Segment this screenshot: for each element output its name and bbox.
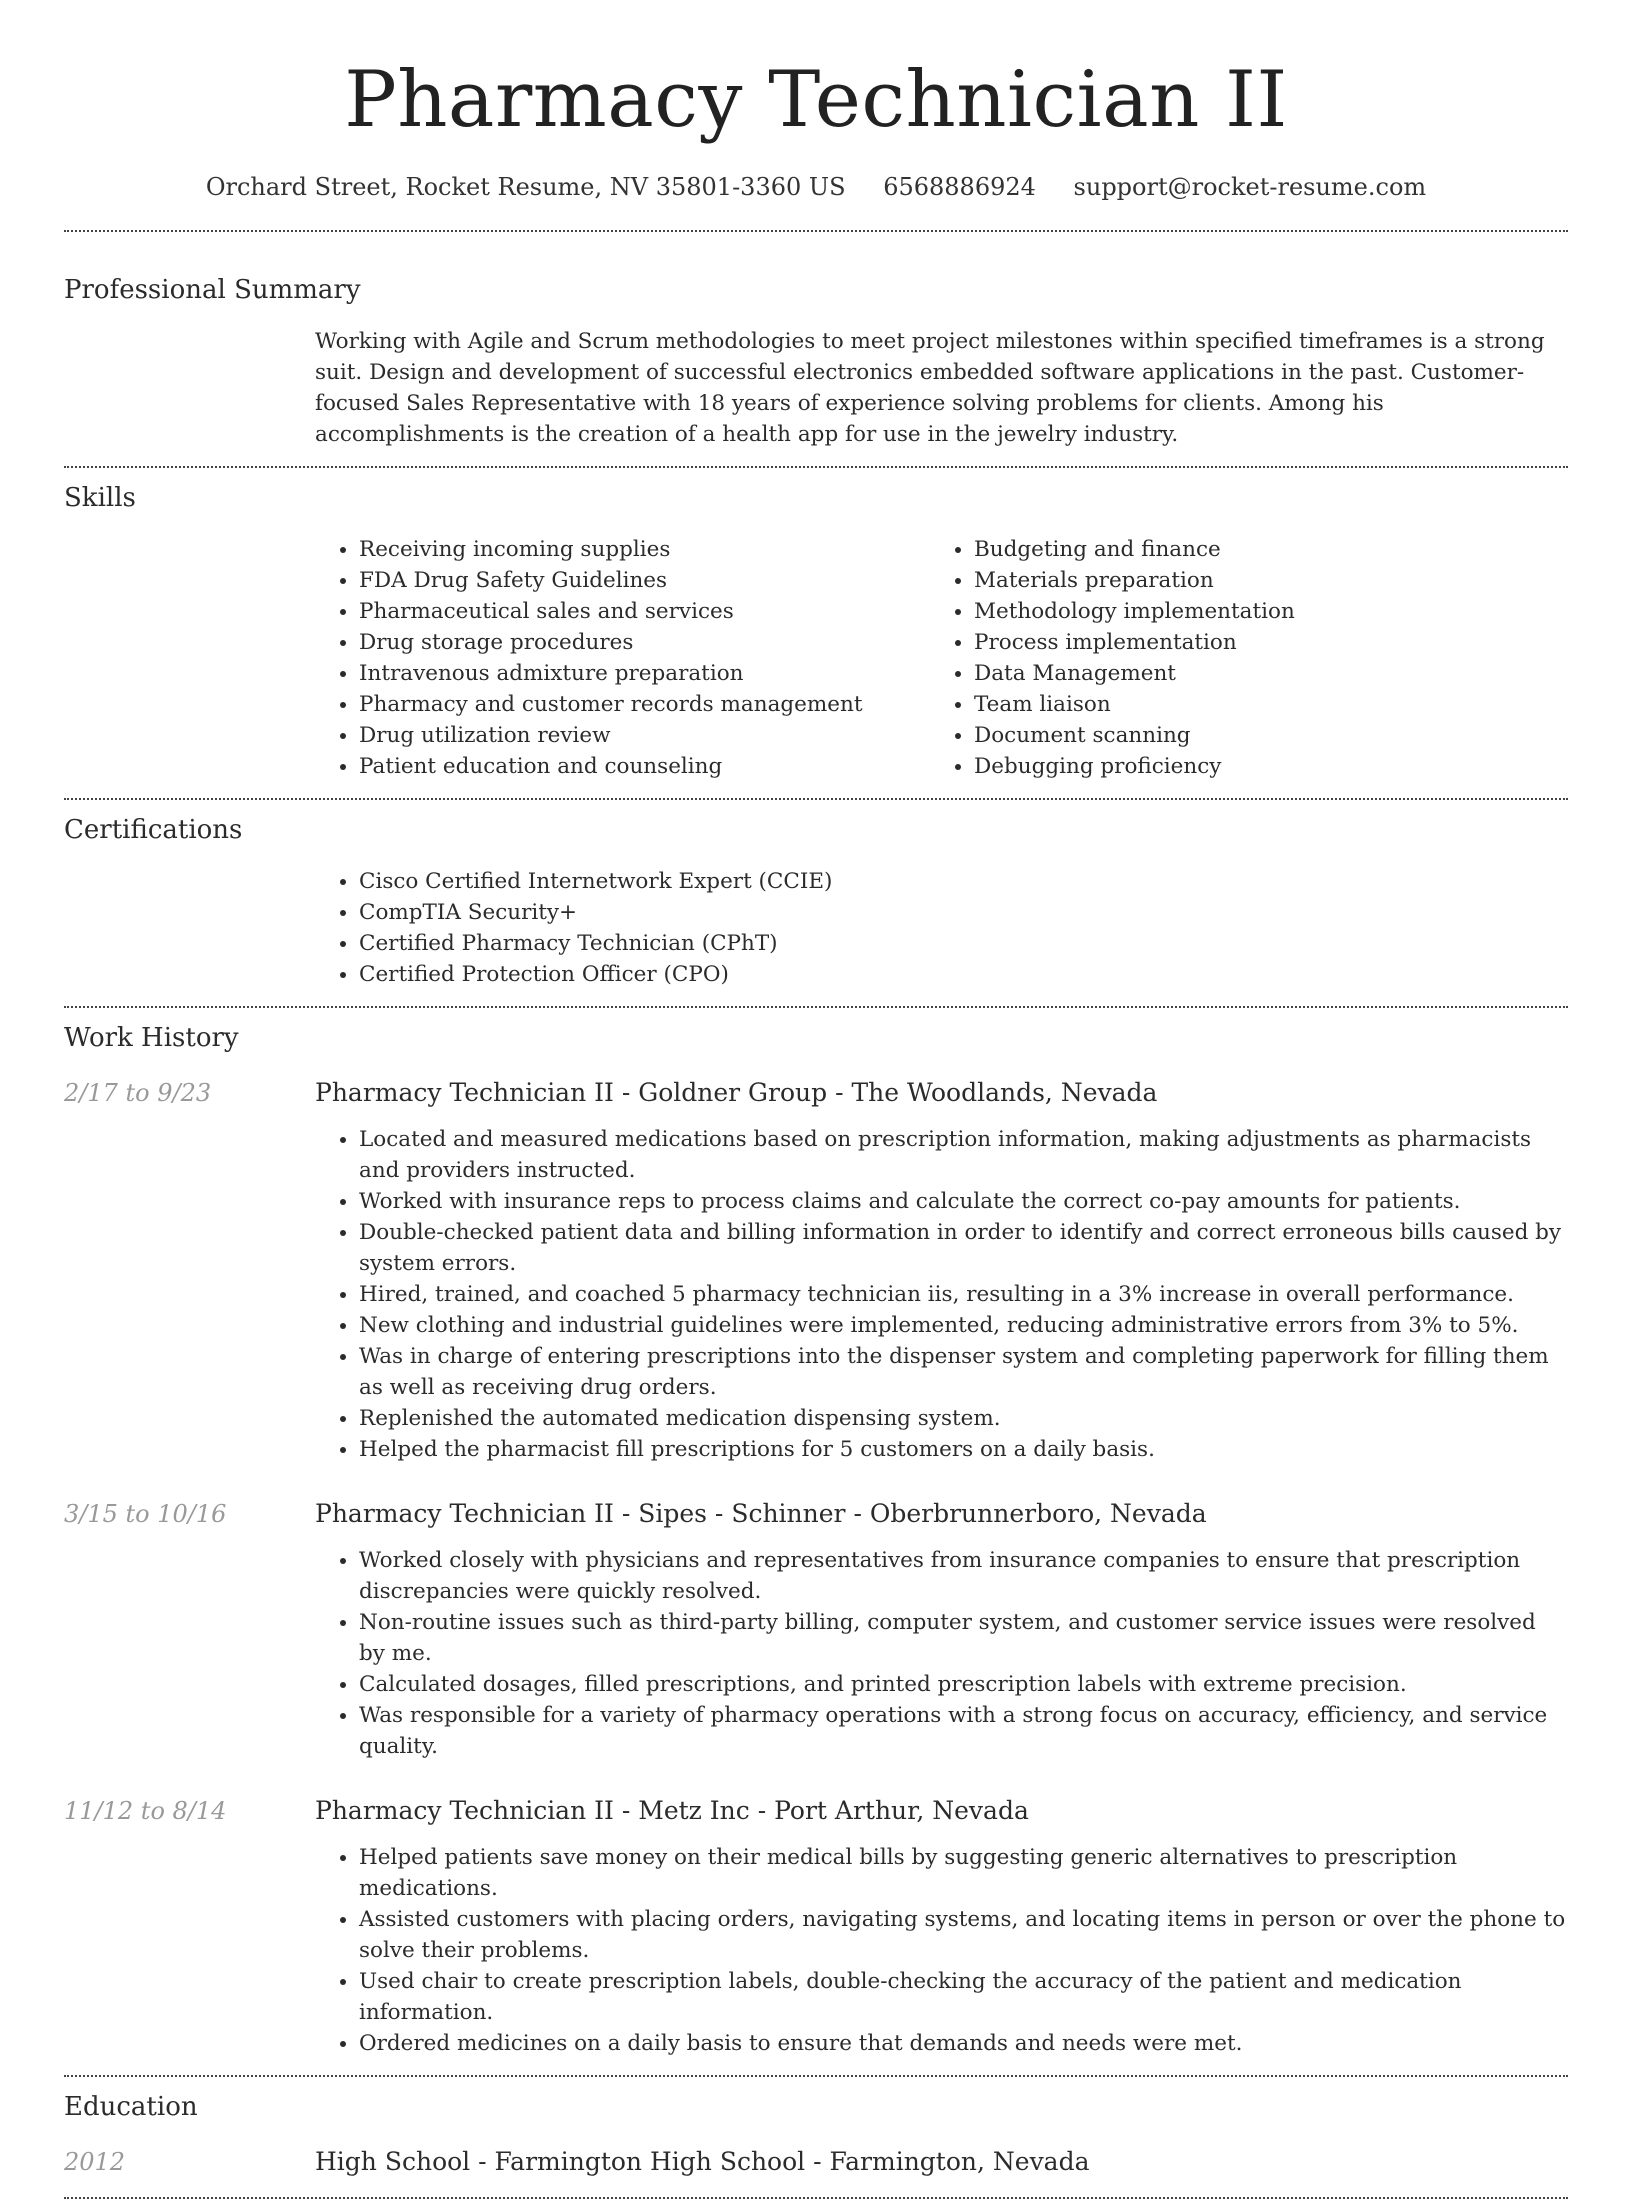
skill-item: • Process implementation xyxy=(974,627,1545,658)
job-bullet: • Calculated dosages, filled prescriptions, and printed prescription labels with extreme precision. xyxy=(359,1669,1568,1700)
job-bullet: • Ordered medicines on a daily basis to ensure that demands and needs were met. xyxy=(359,2028,1568,2059)
job-bullets xyxy=(315,1545,1568,1762)
resume-page xyxy=(64,0,1568,2199)
skill-item: • Materials preparation xyxy=(974,565,1545,596)
job-entry xyxy=(64,1794,1568,2059)
job-bullet: • Non-routine issues such as third-party billing, computer system, and customer service issues were resolved by me. xyxy=(359,1607,1568,1669)
job-bullets xyxy=(315,1842,1568,2059)
skills-list-left xyxy=(315,534,930,782)
certifications-section xyxy=(64,800,1568,1006)
skill-item: • Debugging proficiency xyxy=(974,751,1545,782)
job-bullet: • Replenished the automated medication dispensing system. xyxy=(359,1403,1568,1434)
skill-item: • Drug utilization review xyxy=(359,720,930,751)
candidate-name: Pharmacy Technician II xyxy=(344,55,1288,145)
skill-item: • Document scanning xyxy=(974,720,1545,751)
skills-title: Skills xyxy=(64,483,136,513)
skill-item: • FDA Drug Safety Guidelines xyxy=(359,565,930,596)
certification-item: • Certified Protection Officer (CPO) xyxy=(359,959,1568,990)
education-year: 2012 xyxy=(64,2148,126,2176)
skill-item: • Receiving incoming supplies xyxy=(359,534,930,565)
job-dates: 3/15 to 10/16 xyxy=(64,1500,227,1528)
skill-item: • Methodology implementation xyxy=(974,596,1545,627)
job-header xyxy=(64,1076,1568,1110)
skill-item: • Budgeting and finance xyxy=(974,534,1545,565)
job-bullet: • Assisted customers with placing orders, navigating systems, and locating items in person or over the phone to solve their problems. xyxy=(359,1904,1568,1966)
job-bullet: • Was responsible for a variety of pharmacy operations with a strong focus on accuracy, efficiency, and service quality. xyxy=(359,1700,1568,1762)
job-entry xyxy=(64,1076,1568,1465)
skill-item: • Pharmaceutical sales and services xyxy=(359,596,930,627)
job-bullet: • Double-checked patient data and billing information in order to identify and correct erroneous bills caused by system errors. xyxy=(359,1217,1568,1279)
summary-title: Professional Summary xyxy=(64,275,361,305)
job-entry xyxy=(64,1497,1568,1762)
certifications-list xyxy=(315,866,1568,990)
job-bullet: • Worked with insurance reps to process claims and calculate the correct co-pay amounts for patients. xyxy=(359,1186,1568,1217)
job-dates: 11/12 to 8/14 xyxy=(64,1797,227,1825)
skill-item: • Drug storage procedures xyxy=(359,627,930,658)
job-dates: 2/17 to 9/23 xyxy=(64,1079,212,1107)
skill-item: • Pharmacy and customer records management xyxy=(359,689,930,720)
education-title-text: High School - Farmington High School - Farmington, Nevada xyxy=(315,2147,1090,2176)
email-text: support@rocket-resume.com xyxy=(1073,173,1427,201)
skills-column-left xyxy=(315,534,930,782)
job-bullet: • Located and measured medications based on prescription information, making adjustments as pharmacists and providers instructed. xyxy=(359,1124,1568,1186)
education-title: Education xyxy=(64,2092,198,2122)
job-bullet: • Worked closely with physicians and representatives from insurance companies to ensure that prescription discrepancies were quickly resolved. xyxy=(359,1545,1568,1607)
certification-item: • Certified Pharmacy Technician (CPhT) xyxy=(359,928,1568,959)
certifications-content xyxy=(315,866,1568,990)
job-bullets xyxy=(315,1124,1568,1465)
skills-section xyxy=(64,468,1568,798)
job-bullet: • Helped patients save money on their medical bills by suggesting generic alternatives to prescription medications. xyxy=(359,1842,1568,1904)
skills-columns xyxy=(315,534,1568,782)
work-history-title: Work History xyxy=(64,1023,239,1053)
phone-text: 6568886924 xyxy=(883,173,1036,201)
certifications-title: Certifications xyxy=(64,815,243,845)
job-bullet: • Was in charge of entering prescriptions into the dispenser system and completing paperwork for filling them as well as receiving drug orders. xyxy=(359,1341,1568,1403)
education-section xyxy=(64,2077,1568,2197)
skill-item: • Team liaison xyxy=(974,689,1545,720)
job-details xyxy=(315,1545,1568,1762)
job-bullet: • New clothing and industrial guidelines were implemented, reducing administrative errors from 3% to 5%. xyxy=(359,1310,1568,1341)
summary-text: Working with Agile and Scrum methodologies to meet project milestones within specified timeframes is a strong suit. Design and development of successful electronics embedded software applications in the past. Customer-focused Sales Representative with 18 years of experience solving problems for clients. Among his accomplishments is the creation of a health app for use in the jewelry industry. xyxy=(315,329,1545,447)
job-details xyxy=(315,1124,1568,1465)
work-history-section xyxy=(64,1008,1568,2075)
job-details xyxy=(315,1842,1568,2059)
job-bullet: • Used chair to create prescription labels, double-checking the accuracy of the patient and medication information. xyxy=(359,1966,1568,2028)
address-text: Orchard Street, Rocket Resume, NV 35801-3360 US xyxy=(205,173,846,201)
job-header xyxy=(64,1794,1568,1828)
skills-column-right xyxy=(930,534,1545,782)
contact-line xyxy=(64,170,1568,204)
certification-item: • Cisco Certified Internetwork Expert (CCIE) xyxy=(359,866,1568,897)
skill-item: • Data Management xyxy=(974,658,1545,689)
job-header xyxy=(64,1497,1568,1531)
skills-list-right xyxy=(930,534,1545,782)
job-title: Pharmacy Technician II - Goldner Group - The Woodlands, Nevada xyxy=(315,1078,1158,1107)
education-entry xyxy=(64,2145,1568,2179)
job-bullet: • Helped the pharmacist fill prescriptions for 5 customers on a daily basis. xyxy=(359,1434,1568,1465)
skill-item: • Patient education and counseling xyxy=(359,751,930,782)
skill-item: • Intravenous admixture preparation xyxy=(359,658,930,689)
certification-item: • CompTIA Security+ xyxy=(359,897,1568,928)
job-bullet: • Hired, trained, and coached 5 pharmacy technician iis, resulting in a 3% increase in overall performance. xyxy=(359,1279,1568,1310)
resume-header xyxy=(64,0,1568,204)
job-title: Pharmacy Technician II - Sipes - Schinner - Oberbrunnerboro, Nevada xyxy=(315,1499,1207,1528)
summary-section xyxy=(64,232,1568,466)
job-title: Pharmacy Technician II - Metz Inc - Port Arthur, Nevada xyxy=(315,1796,1029,1825)
